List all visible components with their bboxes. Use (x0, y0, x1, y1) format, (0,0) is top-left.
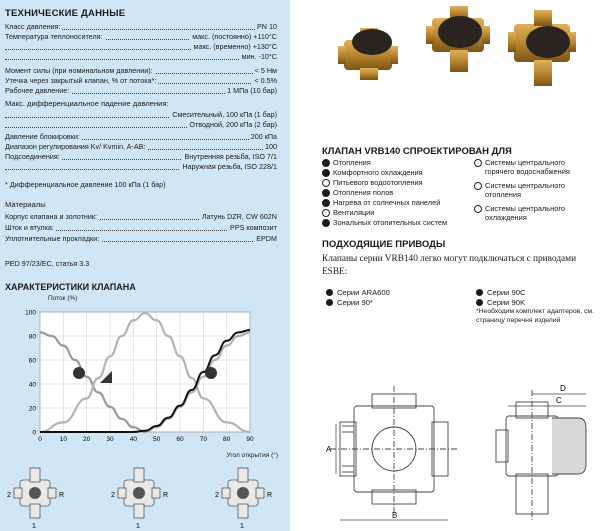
empty-bullet-icon (474, 159, 482, 167)
spec-row: Температура теплоносителя: макс. (постоянно) +110°С (5, 32, 277, 41)
spec-row: Шток и втулка: PPS композит (5, 223, 277, 232)
valve-flow-diagrams (0, 460, 290, 531)
y-tick-label: 100 (25, 309, 36, 317)
designed-for-title: КЛАПАН VRB140 СПРОЕКТИРОВАН ДЛЯ (322, 146, 512, 157)
filled-bullet-icon (322, 169, 330, 177)
x-tick-label: 0 (38, 436, 42, 443)
filled-bullet-icon (476, 289, 483, 296)
spec-row: Уплотнительные прокладки: EPDM (5, 234, 277, 243)
port-label-r: R (267, 492, 273, 499)
actuators-description: Клапаны серии VRB140 легко могут подключаться с приводами ESBE: (322, 254, 577, 277)
dimension-a-label: A (326, 445, 332, 454)
y-tick-label: 80 (28, 333, 36, 341)
technical-data-title: ТЕХНИЧЕСКИЕ ДАННЫЕ (5, 8, 126, 19)
port-label-1: 1 (240, 523, 244, 530)
flow-diagram-middle (111, 468, 168, 530)
filled-bullet-icon (322, 159, 330, 167)
x-tick-label: 10 (59, 436, 67, 443)
x-tick-label: 50 (153, 436, 161, 443)
empty-bullet-icon (322, 209, 330, 217)
filled-bullet-icon (326, 289, 333, 296)
valve-photo (426, 6, 490, 72)
dimension-c-label: C (556, 396, 562, 405)
flow-diagram-right (215, 468, 272, 530)
valve-product-photos (334, 2, 602, 140)
chart-y-label: Поток (%) (48, 295, 78, 302)
chart-plot-area (40, 312, 250, 432)
spec-row: Момент силы (при номинальном давлении): < 5 Нм (5, 66, 277, 75)
filled-bullet-icon (322, 199, 330, 207)
spec-row: Диапазон регулирования Kv/ Kvmin, A-AB: 100 (5, 142, 277, 151)
x-tick-label: 30 (106, 436, 114, 443)
spec-row: Наружная резьба, ISO 228/1 (5, 162, 277, 172)
filled-bullet-icon (322, 189, 330, 197)
dimension-drawing (320, 382, 600, 528)
flow-diagram-left (7, 468, 64, 530)
ped-note: PED 97/23/EC, статья 3.3 (5, 259, 90, 268)
port-label-2: 2 (111, 492, 115, 499)
port-label-2: 2 (215, 492, 219, 499)
spec-row: Утечка через закрытый клапан, % от потока*: < 0.5% (5, 76, 277, 85)
valve-photo (338, 28, 398, 80)
y-tick-label: 20 (28, 405, 36, 413)
diff-pressure-header: Макс. дифференциальное падение давления: (5, 99, 169, 108)
adapter-note: *Необходим комплект адаптеров, см. страницу перечня изделий (476, 308, 594, 324)
filled-bullet-icon (326, 299, 333, 306)
port-label-r: R (59, 492, 65, 499)
chart-title: ХАРАКТЕРИСТИКИ КЛАПАНА (5, 282, 136, 292)
dimension-d-label: D (560, 384, 566, 393)
spec-row: Корпус клапана и золотник: Латунь DZR, CW 602N (5, 212, 277, 221)
y-tick-label: 0 (32, 429, 36, 437)
x-tick-label: 70 (199, 436, 207, 443)
spec-row: макс. (временно) +130°С (5, 42, 277, 52)
flow-marker-circle (73, 367, 85, 379)
side-view-drawing (496, 390, 586, 522)
port-label-1: 1 (32, 523, 36, 530)
filled-bullet-icon (476, 299, 483, 306)
x-tick-label: 90 (246, 436, 254, 443)
materials-title: Материалы (5, 200, 46, 209)
x-tick-label: 20 (83, 436, 91, 443)
valve-photo (508, 10, 576, 86)
x-tick-label: 40 (129, 436, 137, 443)
spec-row: Смесительный, 100 кПа (1 бар) (5, 110, 277, 120)
x-tick-label: 80 (223, 436, 231, 443)
spec-row: мин. -10°С (5, 52, 277, 62)
x-tick-label: 60 (176, 436, 184, 443)
spec-row: Класс давления: PN 10 (5, 22, 277, 31)
front-view-drawing (330, 386, 458, 514)
empty-bullet-icon (322, 179, 330, 187)
dimension-b-label: B (392, 511, 398, 520)
spec-row: Рабочее давление: 1 МПа (10 бар) (5, 86, 277, 95)
y-tick-label: 60 (28, 357, 36, 365)
port-label-1: 1 (136, 523, 140, 530)
chart-grid (40, 312, 250, 432)
empty-bullet-icon (474, 205, 482, 213)
spec-row: Подсоединения: Внутренняя резьба, ISO 7/1 (5, 152, 277, 161)
footnote: * Дифференциальное давление 100 кПа (1 бар) (5, 180, 166, 189)
spec-row: Отводной, 200 кПа (2 бар) (5, 120, 277, 130)
chart-x-label: Угол открытия (°) (226, 452, 278, 459)
filled-bullet-icon (322, 219, 330, 227)
port-label-r: R (163, 492, 169, 499)
valve-characteristics-chart (0, 290, 290, 460)
actuators-title: ПОДХОДЯЩИЕ ПРИВОДЫ (322, 239, 446, 250)
flow-marker-circle (205, 367, 217, 379)
empty-bullet-icon (474, 182, 482, 190)
port-label-2: 2 (7, 492, 11, 499)
technical-data-panel (0, 0, 290, 531)
spec-row: Давление блокировки: 200 кПа (5, 132, 277, 141)
y-tick-label: 40 (28, 381, 36, 389)
